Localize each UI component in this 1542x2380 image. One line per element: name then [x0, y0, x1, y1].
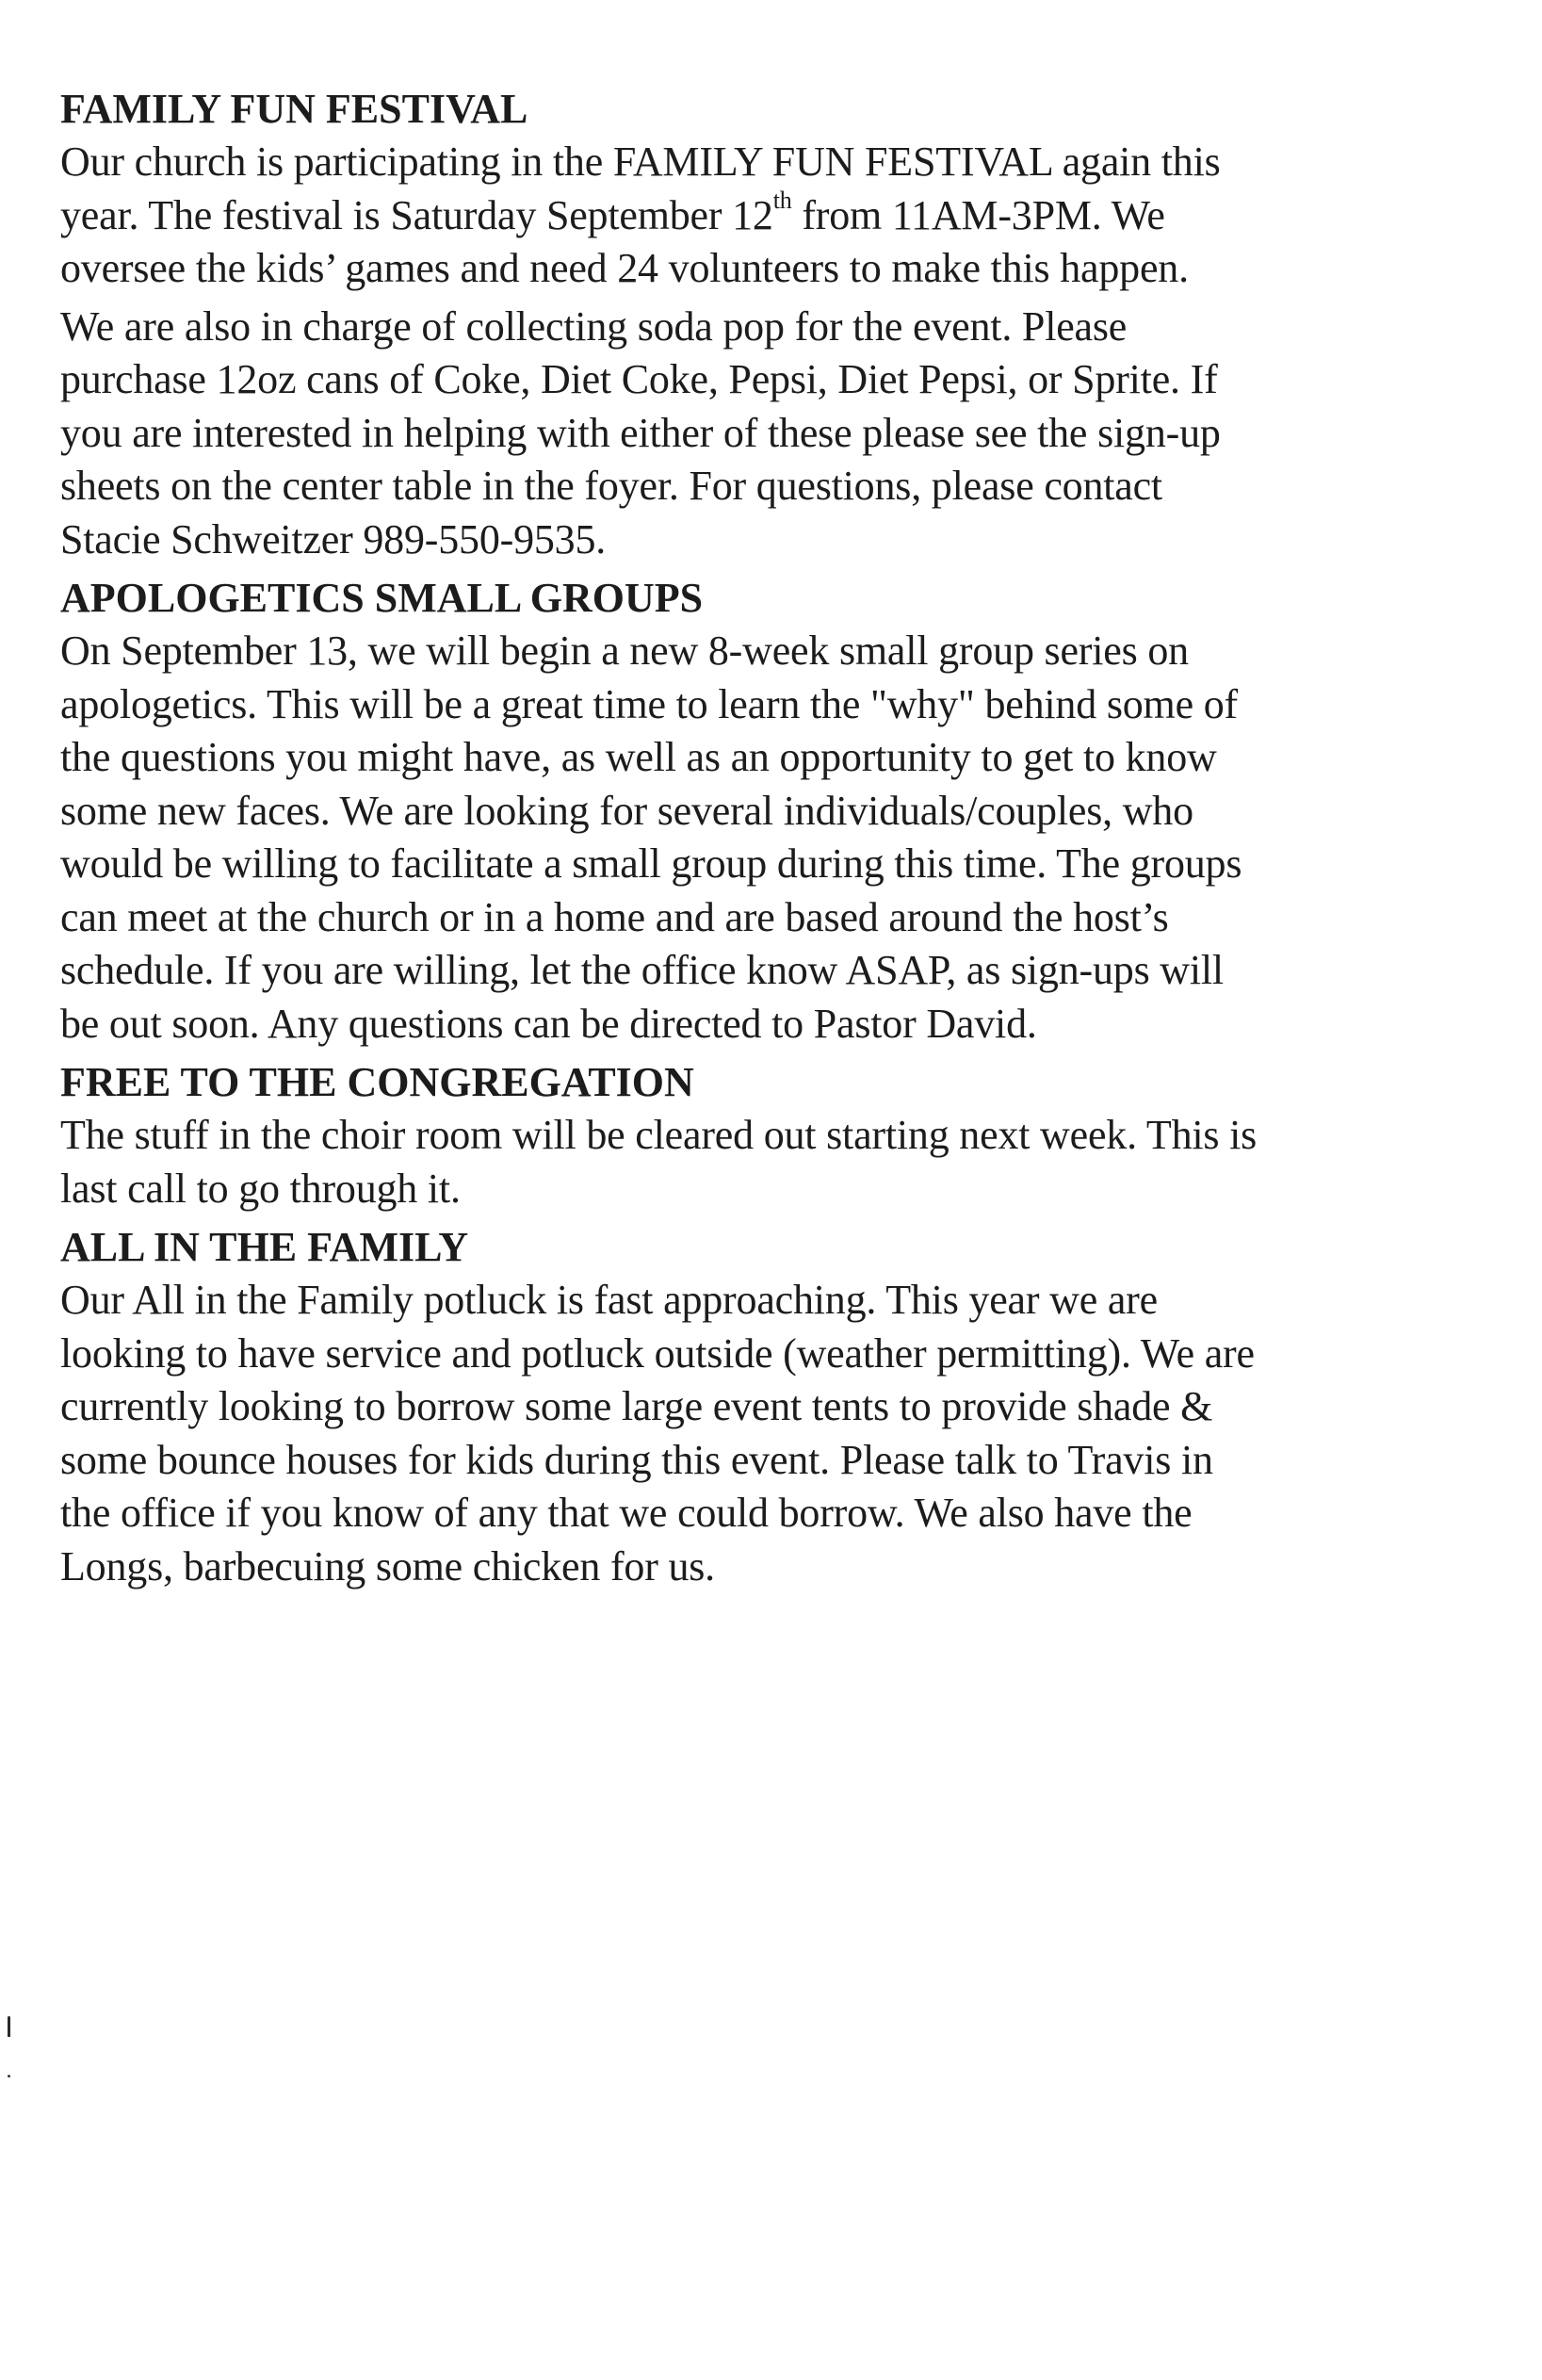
text-line: schedule. If you are willing, let the office know ASAP, as sign-ups will: [60, 947, 1224, 993]
paragraph: [60, 136, 1417, 296]
text-line: some bounce houses for kids during this event. Please talk to Travis in: [60, 1436, 1213, 1483]
section-heading: FAMILY FUN FESTIVAL: [60, 86, 528, 132]
announcements: [60, 83, 1417, 1593]
text-line: Our church is participating in the FAMILY FUN FESTIVAL again this: [60, 139, 1221, 185]
text-span: year. The festival is Saturday September 12: [60, 191, 773, 238]
text-line: oversee the kids’ games and need 24 volunteers to make this happen.: [60, 245, 1189, 291]
announcement-section: [60, 1056, 1417, 1215]
text-line: some new faces. We are looking for several individuals/couples, who: [60, 787, 1193, 834]
text-line: the questions you might have, as well as an opportunity to get to know: [60, 734, 1217, 780]
text-line: Longs, barbecuing some chicken for us.: [60, 1542, 715, 1589]
paragraph: [60, 625, 1417, 1051]
announcement-section: [60, 572, 1417, 1051]
paragraph: [60, 301, 1417, 567]
announcement-section: [60, 1221, 1417, 1593]
paragraph: [60, 1274, 1417, 1593]
text-line: Our All in the Family potluck is fast approaching. This year we are: [60, 1277, 1158, 1323]
scan-mark: [8, 2016, 10, 2037]
scan-dot: [8, 2075, 10, 2078]
text-line: [60, 186, 1417, 243]
text-line: would be willing to facilitate a small group during this time. The groups: [60, 840, 1242, 887]
text-line: sheets on the center table in the foyer. For questions, please contact: [60, 463, 1162, 509]
text-span: from 11AM-3PM. We: [791, 191, 1165, 238]
paragraph: [60, 1109, 1417, 1215]
text-line: currently looking to borrow some large event tents to provide shade &: [60, 1383, 1213, 1429]
text-line: can meet at the church or in a home and are based around the host’s: [60, 893, 1169, 940]
text-line: The stuff in the choir room will be cleared out starting next week. This is: [60, 1112, 1258, 1158]
section-heading: APOLOGETICS SMALL GROUPS: [60, 575, 704, 621]
ordinal-suffix: th: [772, 186, 792, 214]
announcement-section: [60, 83, 1417, 566]
text-line: you are interested in helping with either of these please see the sign-up: [60, 409, 1221, 456]
text-line: On September 13, we will begin a new 8-week small group series on: [60, 628, 1189, 674]
text-line: Stacie Schweitzer 989-550-9535.: [60, 515, 607, 562]
section-heading: FREE TO THE CONGREGATION: [60, 1059, 694, 1105]
text-line: the office if you know of any that we could borrow. We also have the: [60, 1490, 1193, 1536]
text-line: apologetics. This will be a great time to learn the "why" behind some of: [60, 680, 1238, 727]
section-heading: ALL IN THE FAMILY: [60, 1224, 469, 1270]
text-line: We are also in charge of collecting soda pop for the event. Please: [60, 302, 1128, 350]
text-line: last call to go through it.: [60, 1165, 461, 1212]
text-line: looking to have service and potluck outside (weather permitting). We are: [60, 1329, 1255, 1377]
text-line: purchase 12oz cans of Coke, Diet Coke, Pepsi, Diet Pepsi, or Sprite. If: [60, 356, 1218, 402]
text-line: be out soon. Any questions can be directed to Pastor David.: [60, 1000, 1037, 1047]
